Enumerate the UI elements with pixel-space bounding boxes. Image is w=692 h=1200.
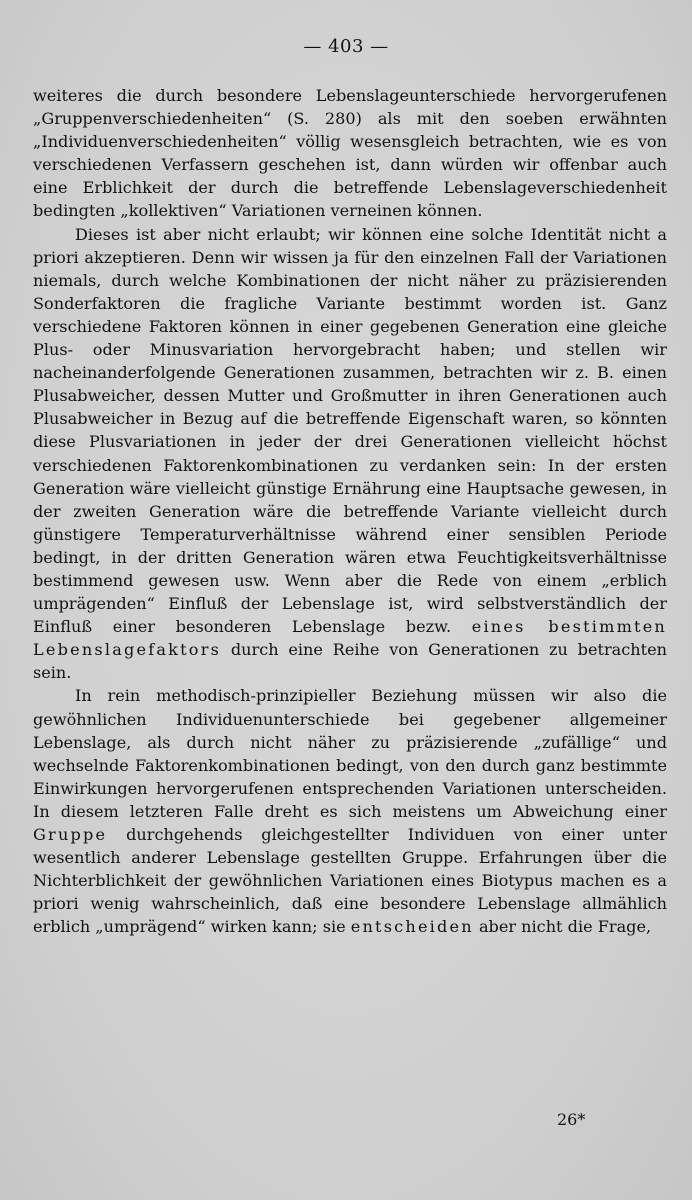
paragraph-2-text-c: durch eine Reihe von Generationen zu betrachten sein. — [33, 640, 667, 683]
paragraph-3-emphasis-gruppe: Gruppe — [33, 825, 108, 844]
paragraph-3-text-a: In rein methodisch-prinzipieller Beziehung müssen wir also die gewöhnlichen Individuenunterschiede bei gegebener allgemeiner Lebenslage, als durch nicht näher zu präzisierende „zufällige“ und wechselnde Faktorenkombinationen bedingt, von den durch ganz bestimmte Einwirkungen hervorgerufenen entsprechenden Variationen unterscheiden. In diesem letzteren Falle dreht es sich meistens um Abweichung einer — [33, 686, 667, 821]
paragraph-2 — [33, 223, 667, 685]
paragraph-2-emphasis: eines bestimmten Lebenslagefaktors — [33, 617, 667, 660]
page-number: — 403 — — [303, 36, 389, 57]
body-text — [33, 84, 667, 938]
paragraph-3-text-e: aber nicht die Frage, — [478, 917, 652, 937]
signature-mark: 26* — [557, 1110, 586, 1129]
paragraph-3 — [33, 684, 667, 938]
paragraph-3-text-c: durchgehends gleichgestellter Individuen von einer unter wesentlich anderer Lebenslage gestellten Gruppe. Erfahrungen über die Nichterblichkeit der gewöhnlichen Variationen eines Biotypus machen es a priori wenig wahrscheinlich, daß eine besondere Lebenslage allmählich erblich „umprägend“ wirken kann; sie — [33, 825, 667, 937]
paragraph-3-emphasis-entscheiden: entscheiden — [350, 917, 474, 937]
paragraph-2-text-a: Dieses ist aber nicht erlaubt; wir können eine solche Identität nicht a priori akzeptieren. Denn wir wissen ja für den einzelnen Fall der Variationen niemals, durch welche Kombinationen der nicht näher zu präzisierenden Sonderfaktoren die fragliche Variante bestimmt worden ist. Ganz verschiedene Faktoren können in einer gegebenen Generation eine gleiche Plus- oder Minusvariation hervorgebracht haben; und stellen wir nacheinanderfolgende Generationen zusammen, betrachten wir z. B. einen Plusabweicher, dessen Mutter und Großmutter in ihren Generationen auch Plusabweicher in Bezug auf die betreffende Eigenschaft waren, so könnten diese Plusvariationen in jeder der drei Generationen vielleicht höchst verschiedenen Faktorenkombinationen zu verdanken sein: In der ersten Generation wäre vielleicht günstige Ernährung eine Hauptsache gewesen, in der zweiten Generation wäre die betreffende Variante vielleicht durch günstigere Temperaturverhältnisse während einer sensiblen Periode bedingt, in der dritten Generation wären etwa Feuchtigkeitsverhältnisse bestimmend gewesen usw. Wenn aber die Rede von einem „erblich umprägenden“ Einfluß der Lebenslage ist, wird selbstverständlich der Einfluß einer besonderen Lebenslage bezw. — [33, 224, 667, 637]
paragraph-1: weiteres die durch besondere Lebenslageunterschiede hervorgerufenen „Gruppenverschiedenheiten“ (S. 280) als mit den soeben erwähnten „Individuenverschiedenheiten“ völlig wesensgleich betrachten, wie es von verschiedenen Verfassern geschehen ist, dann würden wir offenbar auch eine Erblichkeit der durch die betreffende Lebenslageverschiedenheit bedingten „kollektiven“ Variationen verneinen können. — [33, 86, 667, 221]
